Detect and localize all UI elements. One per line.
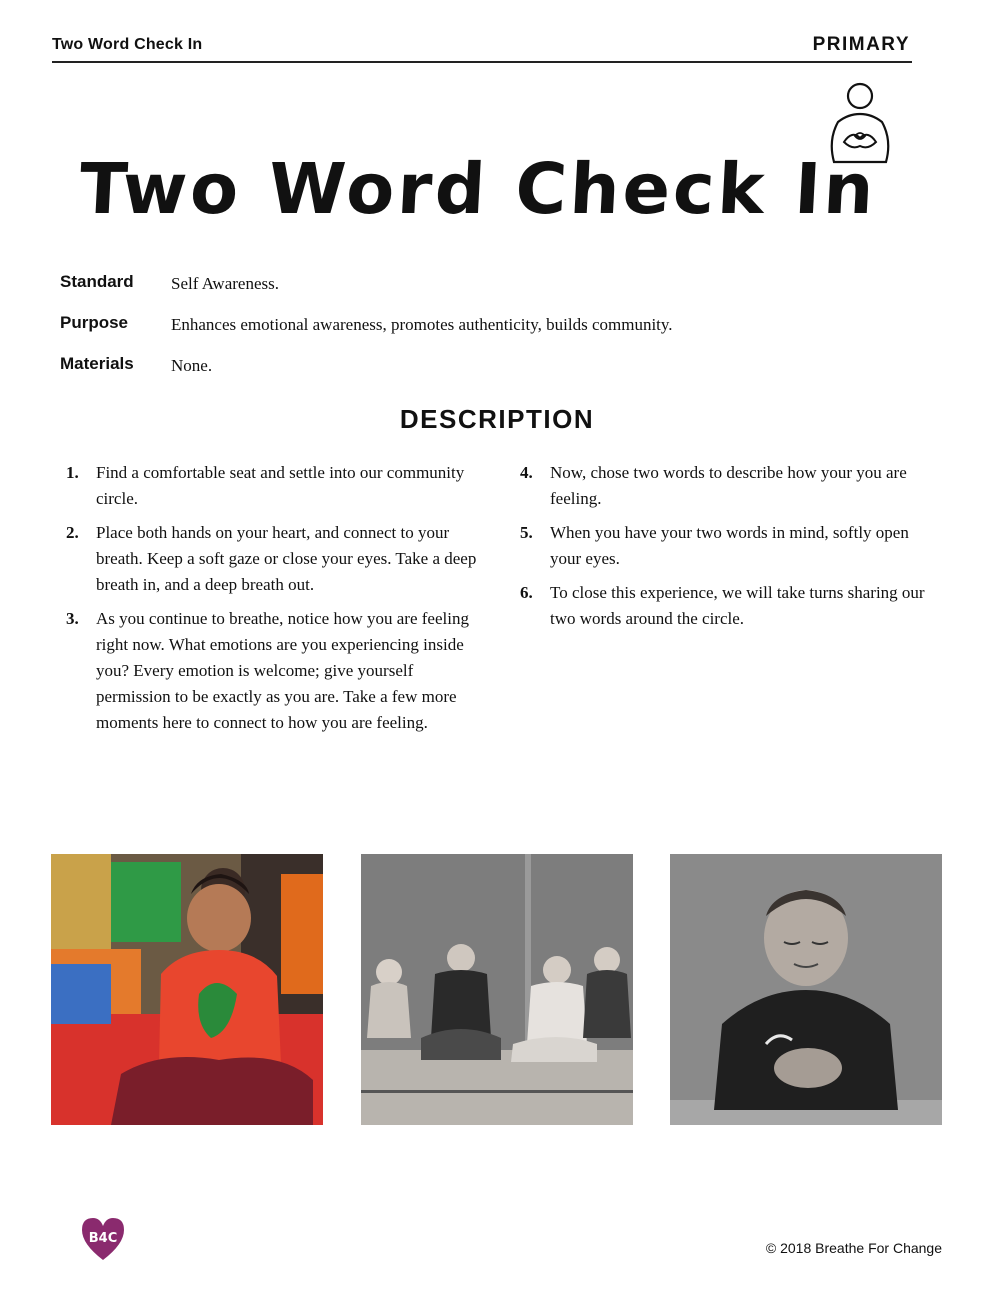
step-item [66, 606, 486, 736]
step-number: 3. [66, 609, 79, 628]
meta-row-purpose [60, 309, 673, 350]
step-text: When you have your two words in mind, softly open your eyes. [550, 523, 909, 568]
steps-column-left [66, 460, 486, 744]
step-number: 6. [520, 583, 533, 602]
step-item [520, 460, 940, 512]
meta-label: Standard [60, 272, 134, 291]
meta-value: None. [171, 356, 213, 375]
b4c-heart-logo [80, 1214, 126, 1262]
photo-child-classroom [51, 854, 323, 1125]
step-item [66, 520, 486, 598]
step-number: 4. [520, 463, 533, 482]
step-number: 1. [66, 463, 79, 482]
description-heading: DESCRIPTION [399, 404, 595, 434]
header-rule [52, 61, 912, 63]
step-item [520, 580, 940, 632]
meta-row-materials [60, 350, 673, 391]
meta-value: Self Awareness. [171, 274, 279, 293]
step-number: 5. [520, 523, 533, 542]
step-item [66, 460, 486, 512]
photo-children-sitting [361, 854, 633, 1125]
photo-boy-eyes-closed [670, 854, 942, 1125]
meta-label: Purpose [60, 313, 129, 332]
meta-value: Enhances emotional awareness, promotes authenticity, builds community. [171, 315, 673, 334]
step-text: To close this experience, we will take turns sharing our two words around the circle. [550, 583, 925, 628]
header-level: PRIMARY [812, 34, 910, 55]
step-text: Find a comfortable seat and settle into our community circle. [96, 463, 465, 508]
meta-label: Materials [60, 354, 134, 373]
header-title: Two Word Check In [52, 36, 203, 53]
steps-column-right [520, 460, 940, 640]
copyright: © 2018 Breathe For Change [765, 1240, 942, 1256]
logo-text: B4C [88, 1231, 118, 1246]
activity-meta [60, 268, 673, 391]
meta-row-standard [60, 268, 673, 309]
step-text: Place both hands on your heart, and connect to your breath. Keep a soft gaze or close your eyes. Take a deep breath in, and a deep breath out. [96, 523, 477, 594]
step-text: Now, chose two words to describe how your you are feeling. [550, 463, 907, 508]
page-title: Two Word Check In [77, 148, 879, 230]
step-number: 2. [66, 523, 79, 542]
step-item [520, 520, 940, 572]
step-text: As you continue to breathe, notice how you are feeling right now. What emotions are you experiencing inside you? Every emotion is welcome; give yourself permission to be exactly as you are. Take a few more moments here to connect to how you are feeling. [96, 609, 469, 732]
